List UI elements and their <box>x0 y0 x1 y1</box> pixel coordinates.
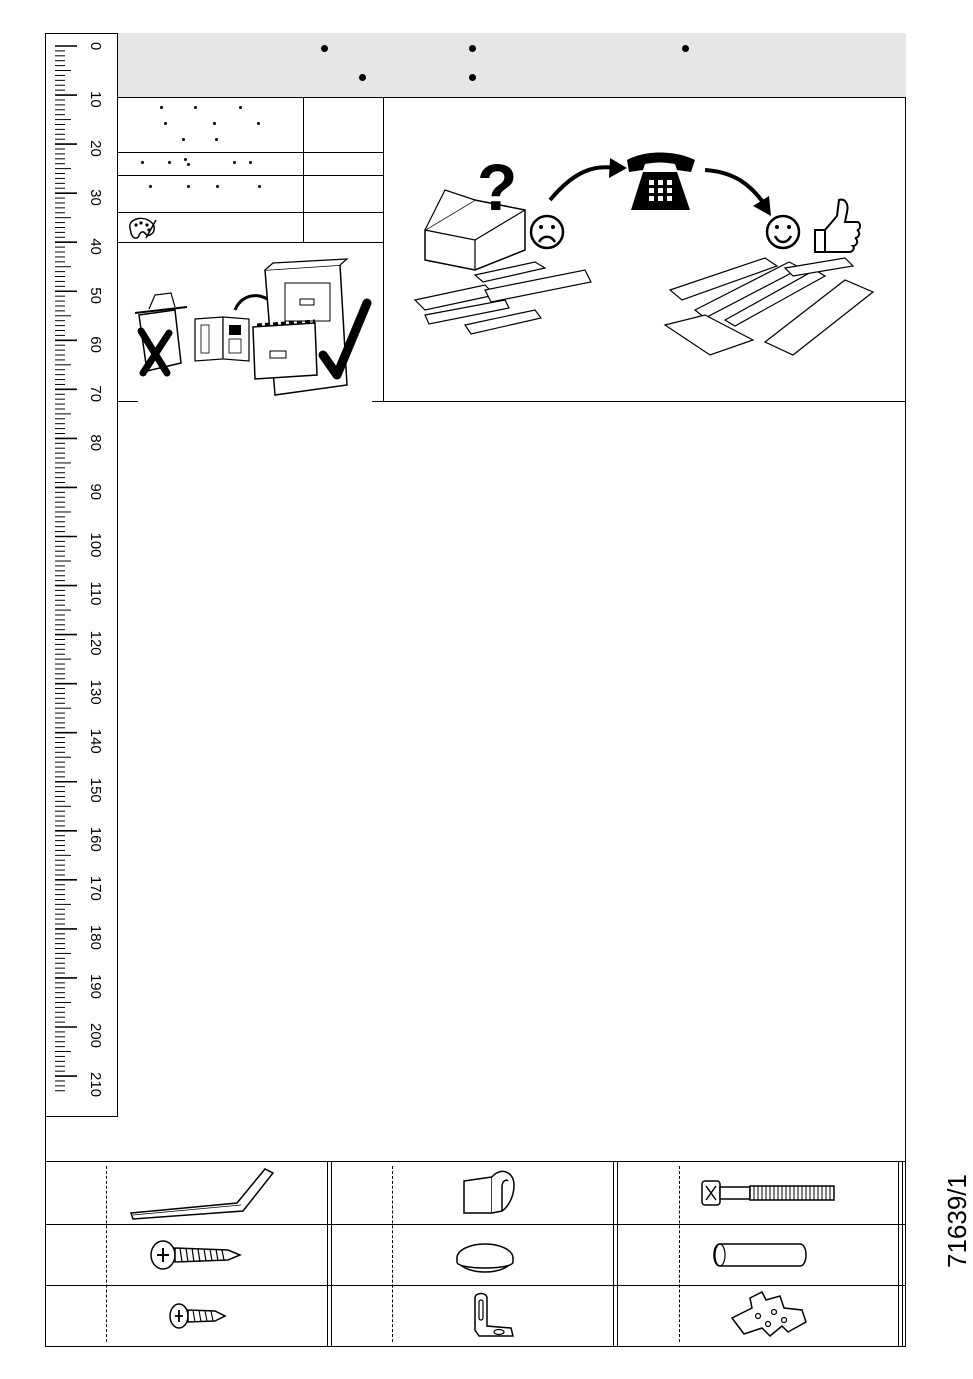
parts-col-line <box>327 1161 328 1347</box>
keep-instructions-illustration <box>125 255 375 400</box>
parts-row-line <box>45 1224 906 1225</box>
ruler-label: 70 <box>87 385 104 403</box>
ruler-label: 50 <box>87 287 104 304</box>
header-bullet <box>469 45 476 52</box>
parts-dash <box>679 1166 680 1342</box>
parts-dash <box>106 1166 107 1342</box>
header-band <box>118 33 906 98</box>
telephone-icon <box>627 153 695 211</box>
ruler-label: 60 <box>87 336 104 353</box>
parts-row-line <box>45 1285 906 1286</box>
ruler-label: 120 <box>87 630 104 656</box>
ruler-label: 180 <box>87 924 104 950</box>
ruler-label: 20 <box>87 140 104 157</box>
ruler-label: 0 <box>87 42 104 51</box>
allen-key-icon <box>125 1165 275 1221</box>
cam-bolt-icon <box>700 1178 840 1208</box>
ruler-label: 190 <box>87 973 104 999</box>
ruler-ticks <box>45 33 118 1117</box>
thumbs-up-icon <box>815 200 860 252</box>
parts-top-line <box>45 1161 906 1162</box>
ruler-label: 110 <box>87 581 104 606</box>
header-bullet <box>469 74 476 81</box>
parts-dash <box>392 1166 393 1342</box>
panel-bottom-line <box>383 401 906 402</box>
ruler-label: 100 <box>87 532 104 558</box>
manual-booklet-icon <box>195 317 249 361</box>
angle-bracket-icon <box>465 1290 521 1342</box>
damaged-boards-icon <box>415 262 591 334</box>
ruler-label: 200 <box>87 1023 104 1049</box>
parts-col-line <box>331 1161 332 1347</box>
parts-col-line <box>613 1161 614 1347</box>
ruler-label: 210 <box>87 1072 104 1098</box>
sad-face-icon <box>531 216 563 248</box>
document-number: 71639/1 <box>942 1174 972 1268</box>
ruler-label: 90 <box>87 483 104 501</box>
parts-col-line <box>617 1161 618 1347</box>
panel-divider <box>383 98 384 402</box>
cover-cap-icon <box>452 1238 518 1278</box>
header-bullet <box>359 74 366 81</box>
short-screw-icon <box>167 1302 227 1330</box>
wooden-dowel-icon <box>712 1238 812 1272</box>
happy-face-icon <box>767 216 799 248</box>
clip-icon <box>458 1165 518 1217</box>
ruler-label: 160 <box>87 826 104 852</box>
ruler-label: 130 <box>87 679 104 705</box>
new-boards-icon <box>665 258 873 355</box>
parts-col-line <box>902 1161 903 1347</box>
ruler-label: 10 <box>87 91 104 108</box>
ruler-label: 140 <box>87 728 104 754</box>
ruler-label: 80 <box>87 434 104 452</box>
header-bullet <box>682 45 689 52</box>
header-bullet <box>321 45 328 52</box>
ruler-label: 170 <box>87 875 104 901</box>
connector-plate-icon <box>722 1288 812 1342</box>
wood-screw-icon <box>148 1238 243 1272</box>
ruler-label: 150 <box>87 777 104 803</box>
info-table <box>118 98 383 243</box>
panel-bottom-line-left <box>118 401 138 402</box>
ruler-label: 30 <box>87 189 104 206</box>
customer-service-illustration <box>405 150 885 370</box>
parts-col-line <box>898 1161 899 1347</box>
ruler-label: 40 <box>87 238 104 255</box>
palette-icon <box>126 216 158 240</box>
panel-bottom-line-mid <box>372 401 383 402</box>
measuring-ruler <box>45 33 118 1117</box>
question-mark-icon: ? <box>477 150 518 224</box>
